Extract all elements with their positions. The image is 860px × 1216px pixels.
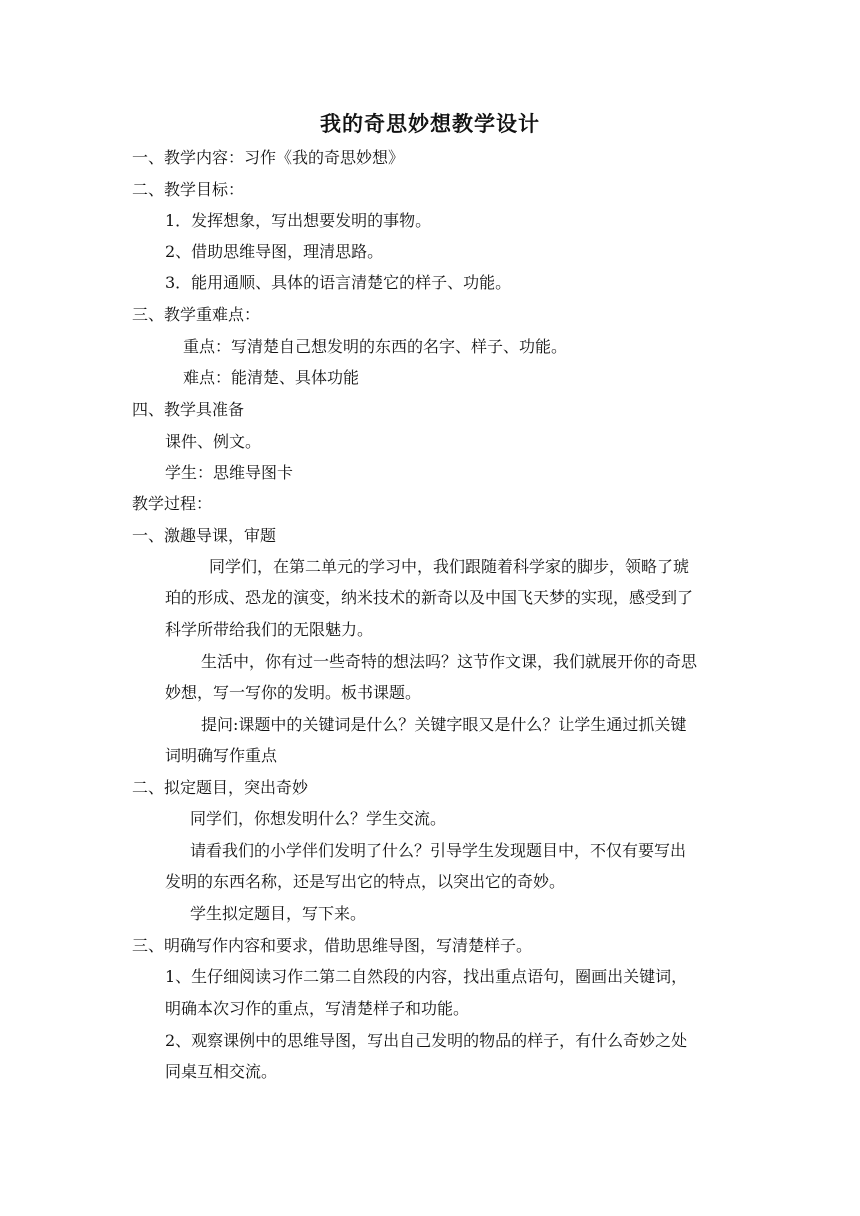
paragraph-5-line-2: 发明的东西名称，还是写出它的特点，以突出它的奇妙。 [165, 872, 566, 891]
step-3-heading: 三、明确写作内容和要求，借助思维导图，写清楚样子。 [132, 936, 533, 955]
section-materials: 四、教学具准备 [132, 400, 245, 419]
paragraph-7-line-1: 1、生仔细阅读习作二第二自然段的内容，找出重点语句，圈画出关键词， [165, 967, 688, 986]
key-point: 重点：写清楚自己想发明的东西的名字、样子、功能。 [183, 337, 568, 356]
paragraph-3-line-2: 词明确写作重点 [165, 746, 278, 765]
materials-teacher: 课件、例文。 [165, 432, 262, 451]
paragraph-1-line-1: 同学们，在第二单元的学习中，我们跟随着科学家的脚步，领略了琥 [209, 557, 690, 576]
paragraph-1-line-2: 珀的形成、恐龙的演变，纳米技术的新奇以及中国飞天梦的实现，感受到了 [165, 588, 694, 607]
goal-1: 1．发挥想象，写出想要发明的事物。 [165, 211, 432, 230]
paragraph-1-line-3: 科学所带给我们的无限魅力。 [165, 620, 374, 639]
section-content: 一、教学内容：习作《我的奇思妙想》 [132, 148, 405, 167]
paragraph-5-line-1: 请看我们的小学伴们发明了什么？引导学生发现题目中，不仅有要写出 [190, 841, 687, 860]
paragraph-8-line-1: 2、观察课例中的思维导图，写出自己发明的物品的样子，有什么奇妙之处 [165, 1031, 688, 1050]
goal-2: 2、借助思维导图，理清思路。 [165, 242, 384, 261]
paragraph-7-line-2: 明确本次习作的重点，写清楚样子和功能。 [165, 999, 470, 1018]
materials-student: 学生：思维导图卡 [165, 463, 294, 482]
difficulty-point: 难点：能清楚、具体功能 [183, 368, 360, 387]
page-title: 我的奇思妙想教学设计 [320, 111, 540, 136]
step-1-heading: 一、激趣导课，审题 [132, 526, 277, 545]
paragraph-3-line-1: 提问:课题中的关键词是什么？关键字眼又是什么？让学生通过抓关键 [201, 715, 687, 734]
section-key-points: 三、教学重难点： [132, 305, 261, 324]
step-2-heading: 二、拟定题目，突出奇妙 [132, 778, 309, 797]
paragraph-8-line-2: 同桌互相交流。 [165, 1062, 278, 1081]
paragraph-6: 学生拟定题目，写下来。 [190, 904, 367, 923]
section-goals: 二、教学目标： [132, 180, 245, 199]
paragraph-2-line-2: 妙想，写一写你的发明。板书课题。 [165, 683, 422, 702]
paragraph-2-line-1: 生活中，你有过一些奇特的想法吗？这节作文课，我们就展开你的奇思 [201, 652, 698, 671]
paragraph-4: 同学们，你想发明什么？学生交流。 [190, 809, 447, 828]
section-process: 教学过程： [132, 494, 213, 513]
goal-3: 3．能用通顺、具体的语言清楚它的样子、功能。 [165, 273, 512, 292]
